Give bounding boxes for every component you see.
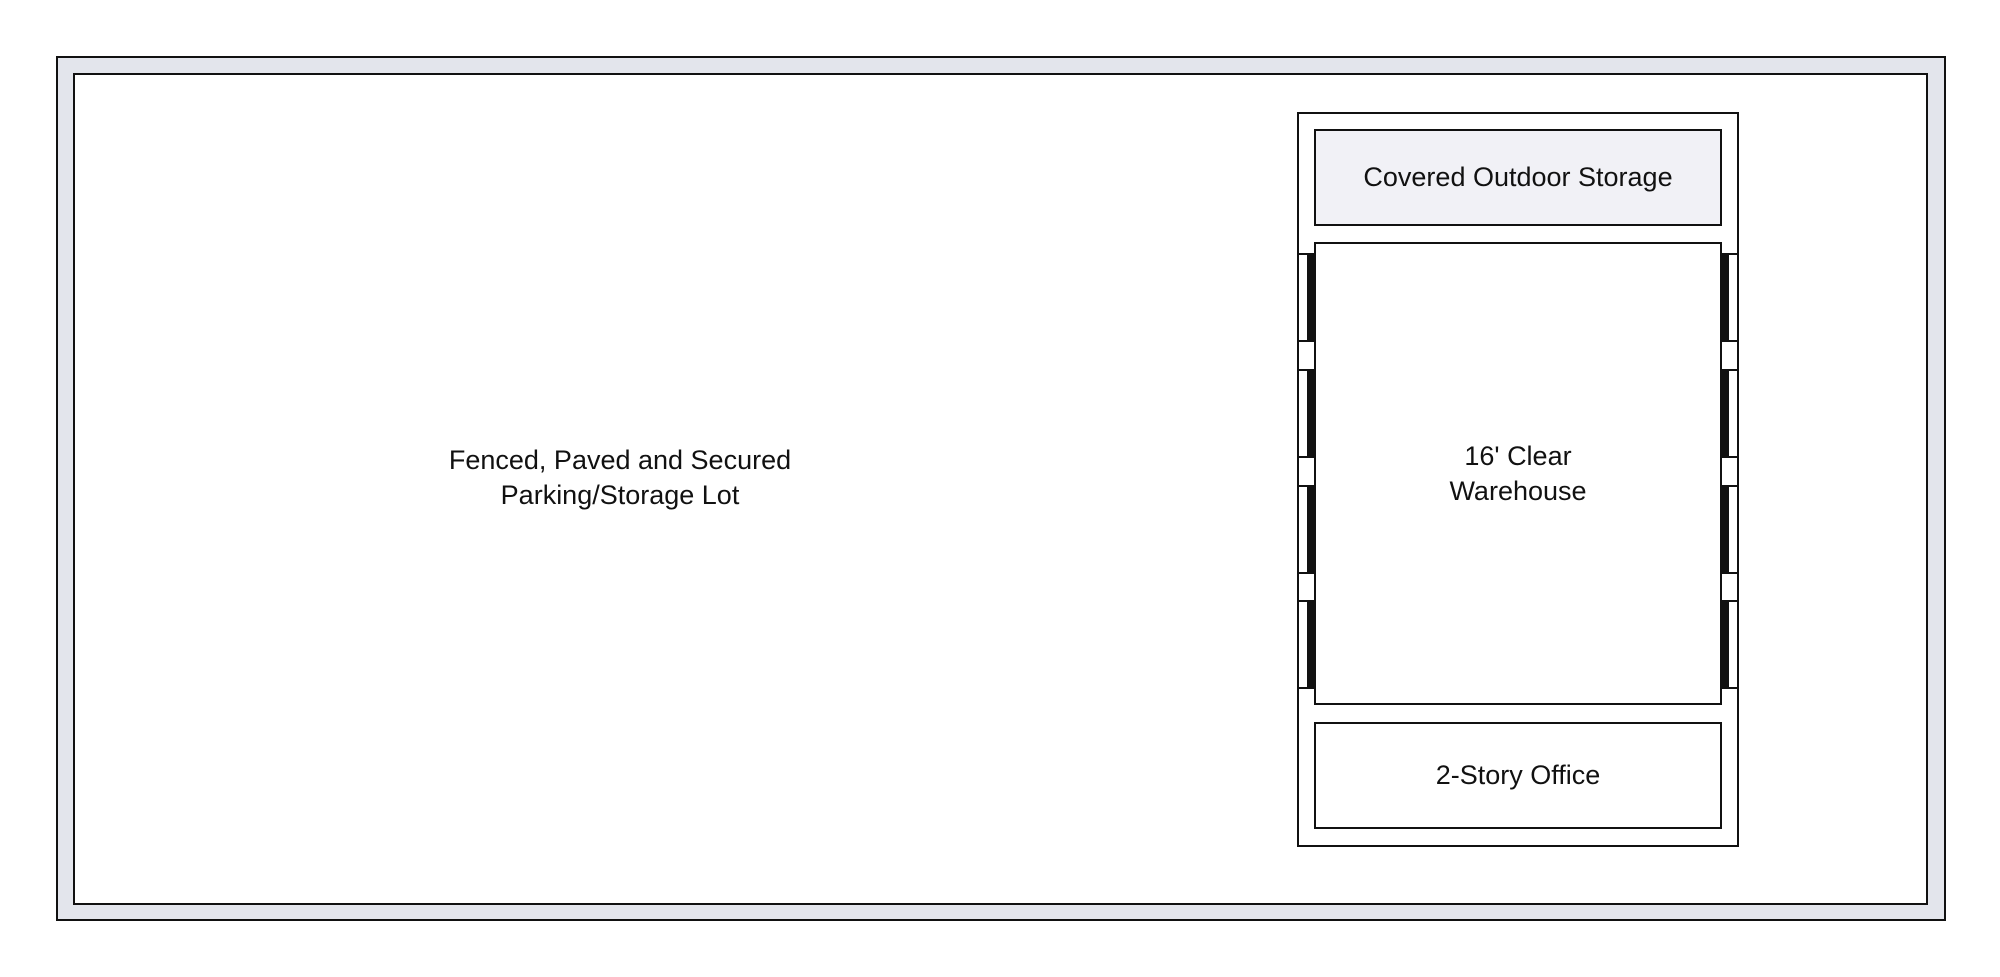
warehouse-area (1314, 242, 1722, 705)
loading-door-left-3 (1297, 485, 1315, 574)
loading-door-left-1 (1297, 253, 1315, 342)
loading-door-left-4 (1297, 600, 1315, 689)
office-area (1314, 722, 1722, 829)
loading-door-right-4 (1721, 600, 1739, 689)
warehouse-label: 16' Clear Warehouse (1449, 440, 1587, 506)
loading-door-right-2 (1721, 369, 1739, 458)
loading-door-left-2 (1297, 369, 1315, 458)
office-label: 2-Story Office (1435, 760, 1601, 790)
covered-outdoor-storage (1314, 129, 1722, 226)
loading-door-right-3 (1721, 485, 1739, 574)
lot-label: Fenced, Paved and Secured Parking/Storage Lot (448, 445, 792, 510)
storage-label: Covered Outdoor Storage (1363, 162, 1673, 192)
loading-door-right-1 (1721, 253, 1739, 342)
